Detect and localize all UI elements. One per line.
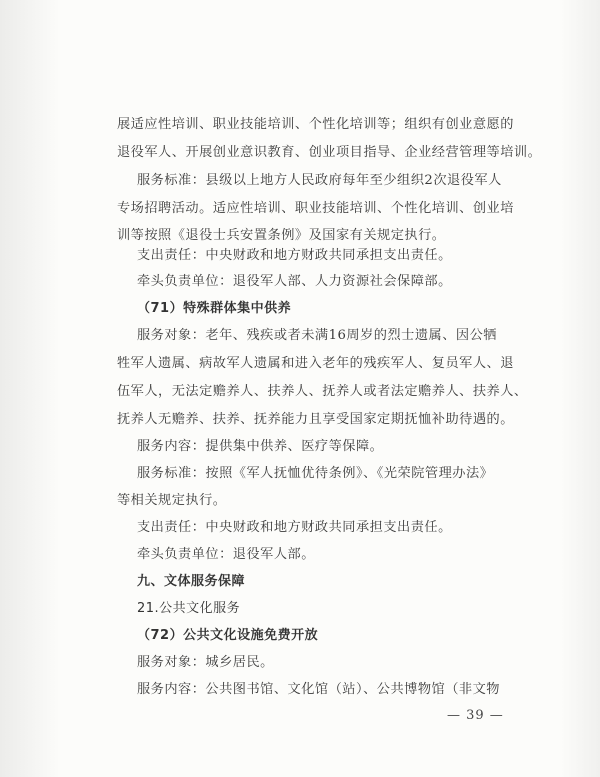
paragraph-line: 支出责任：中央财政和地方财政共同承担支出责任。 <box>137 520 452 535</box>
paragraph-line: 专场招聘活动。适应性培训、职业技能培训、个性化培训、创业培 <box>117 201 514 216</box>
paragraph-line: 伍军人，无法定赡养人、扶养人、抚养人或者法定赡养人、扶养人、 <box>117 384 528 399</box>
paragraph-line: 退役军人、开展创业意识教育、创业项目指导、企业经营管理等培训。 <box>117 145 542 160</box>
paragraph-line: 展适应性培训、职业技能培训、个性化培训等；组织有创业意愿的 <box>117 117 514 132</box>
section-heading: （71）特殊群体集中供养 <box>137 301 292 316</box>
paragraph-line: 服务对象：老年、残疾或者未满16周岁的烈士遗属、因公牺 <box>137 328 497 343</box>
paragraph-line: 服务对象：城乡居民。 <box>137 655 274 670</box>
paragraph-line: 服务标准：县级以上地方人民政府每年至少组织2次退役军人 <box>137 173 502 188</box>
page-number: — 39 — <box>447 708 504 723</box>
paragraph-line: 服务内容：提供集中供养、医疗等保障。 <box>137 439 384 454</box>
subsection-heading: 21.公共文化服务 <box>137 601 241 616</box>
paragraph-line: 训等按照《退役士兵安置条例》及国家有关规定执行。 <box>117 228 446 243</box>
section-heading: （72）公共文化设施免费开放 <box>137 628 319 643</box>
chapter-heading: 九、文体服务保障 <box>137 574 246 589</box>
paragraph-line: 服务内容：公共图书馆、文化馆（站）、公共博物馆（非文物 <box>137 682 500 697</box>
paragraph-line: 等相关规定执行。 <box>117 493 227 508</box>
paragraph-line: 牲军人遗属、病故军人遗属和进入老年的残疾军人、复员军人、退 <box>117 356 514 371</box>
paragraph-line: 牵头负责单位：退役军人部。 <box>137 547 315 562</box>
paragraph-line: 服务标准：按照《军人抚恤优待条例》、《光荣院管理办法》 <box>137 466 494 481</box>
scan-shadow-left <box>0 0 60 777</box>
paragraph-line: 牵头负责单位：退役军人部、人力资源社会保障部。 <box>137 274 452 289</box>
paragraph-line: 支出责任：中央财政和地方财政共同承担支出责任。 <box>137 248 452 263</box>
paragraph-line: 抚养人无赡养、扶养、抚养能力且享受国家定期抚恤补助待遇的。 <box>117 412 514 427</box>
scan-shadow-right <box>560 0 600 777</box>
